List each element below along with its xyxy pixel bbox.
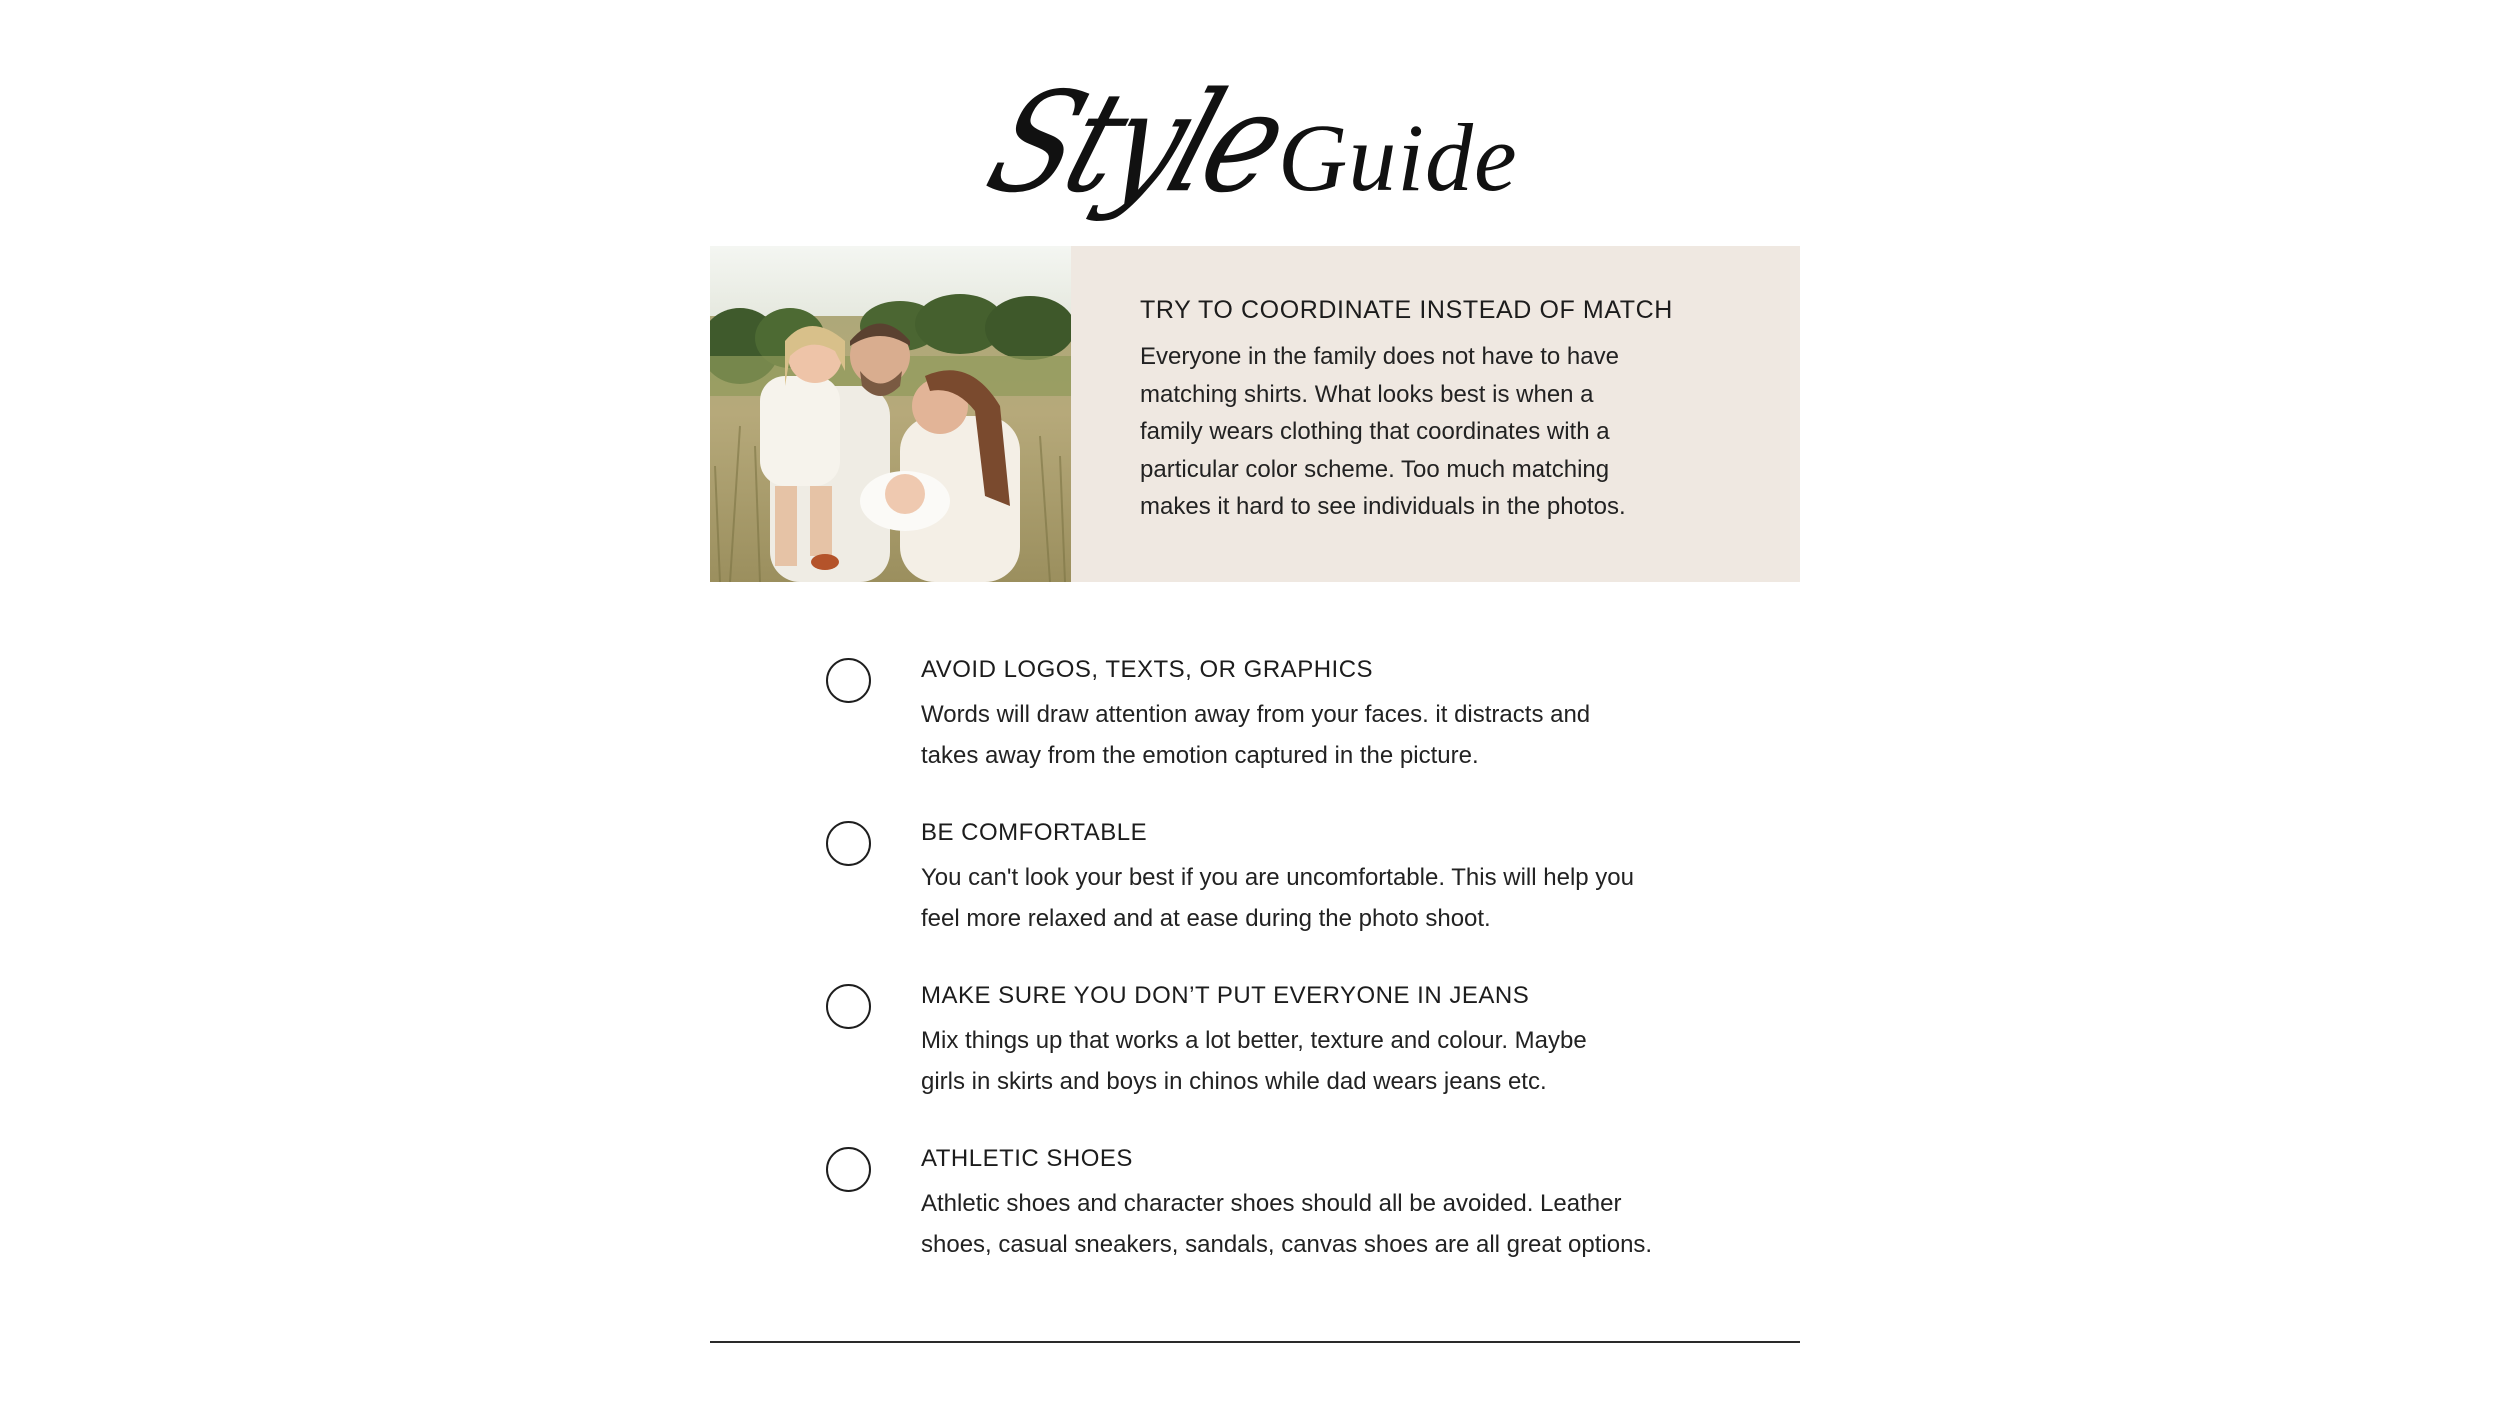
tip-title: MAKE SURE YOU DON’T PUT EVERYONE IN JEANS xyxy=(921,982,1530,1009)
hero-text-panel xyxy=(1071,246,1800,582)
tip-bullet-circle xyxy=(826,658,871,703)
hero-body xyxy=(1140,338,1700,526)
title-script-word: Style xyxy=(970,63,1301,224)
hero-card xyxy=(710,246,1800,582)
tip-body-line: Words will draw attention away from your faces. it distracts and xyxy=(921,701,1591,728)
tip-body-line: takes away from the emotion captured in the picture. xyxy=(921,741,1479,769)
hero-heading: TRY TO COORDINATE INSTEAD OF MATCH xyxy=(1140,296,1673,324)
hero-body-line: makes it hard to see individuals in the photos. xyxy=(1140,493,1626,520)
family-photo xyxy=(710,246,1071,582)
hero-body-line: family wears clothing that coordinates with a xyxy=(1140,418,1610,445)
tip-bullet-circle xyxy=(826,821,871,866)
tip-title: BE COMFORTABLE xyxy=(921,819,1148,846)
hero-body-line: particular color scheme. Too much matching xyxy=(1140,455,1610,483)
tip-body xyxy=(921,695,1721,776)
tip-body-line: feel more relaxed and at ease during the photo shoot. xyxy=(921,904,1491,932)
tip-item xyxy=(826,1139,1726,1289)
tip-item xyxy=(826,813,1726,963)
tip-body xyxy=(921,1184,1721,1265)
tip-bullet-circle xyxy=(826,1147,871,1192)
tip-item xyxy=(826,650,1726,800)
hero-body-line: matching shirts. What looks best is when a xyxy=(1140,380,1594,408)
tip-title: ATHLETIC SHOES xyxy=(921,1145,1133,1172)
tip-body xyxy=(921,1021,1721,1102)
hero-body-line: Everyone in the family does not have to have xyxy=(1140,343,1619,370)
tip-body-line: shoes, casual sneakers, sandals, canvas shoes are all great options. xyxy=(921,1230,1653,1258)
tip-body xyxy=(921,858,1721,939)
tip-body-line: Mix things up that works a lot better, texture and colour. Maybe xyxy=(921,1027,1587,1054)
tip-bullet-circle xyxy=(826,984,871,1029)
title-serif-word: Guide xyxy=(1278,104,1518,211)
tip-body-line: You can't look your best if you are uncomfortable. This will help you xyxy=(921,864,1634,891)
tip-item xyxy=(826,976,1726,1126)
tip-body-line: Athletic shoes and character shoes should all be avoided. Leather xyxy=(921,1190,1622,1217)
tip-title: AVOID LOGOS, TEXTS, OR GRAPHICS xyxy=(921,656,1374,683)
page-title xyxy=(950,55,1550,245)
tip-body-line: girls in skirts and boys in chinos while dad wears jeans etc. xyxy=(921,1067,1547,1095)
bottom-divider xyxy=(710,1341,1800,1343)
